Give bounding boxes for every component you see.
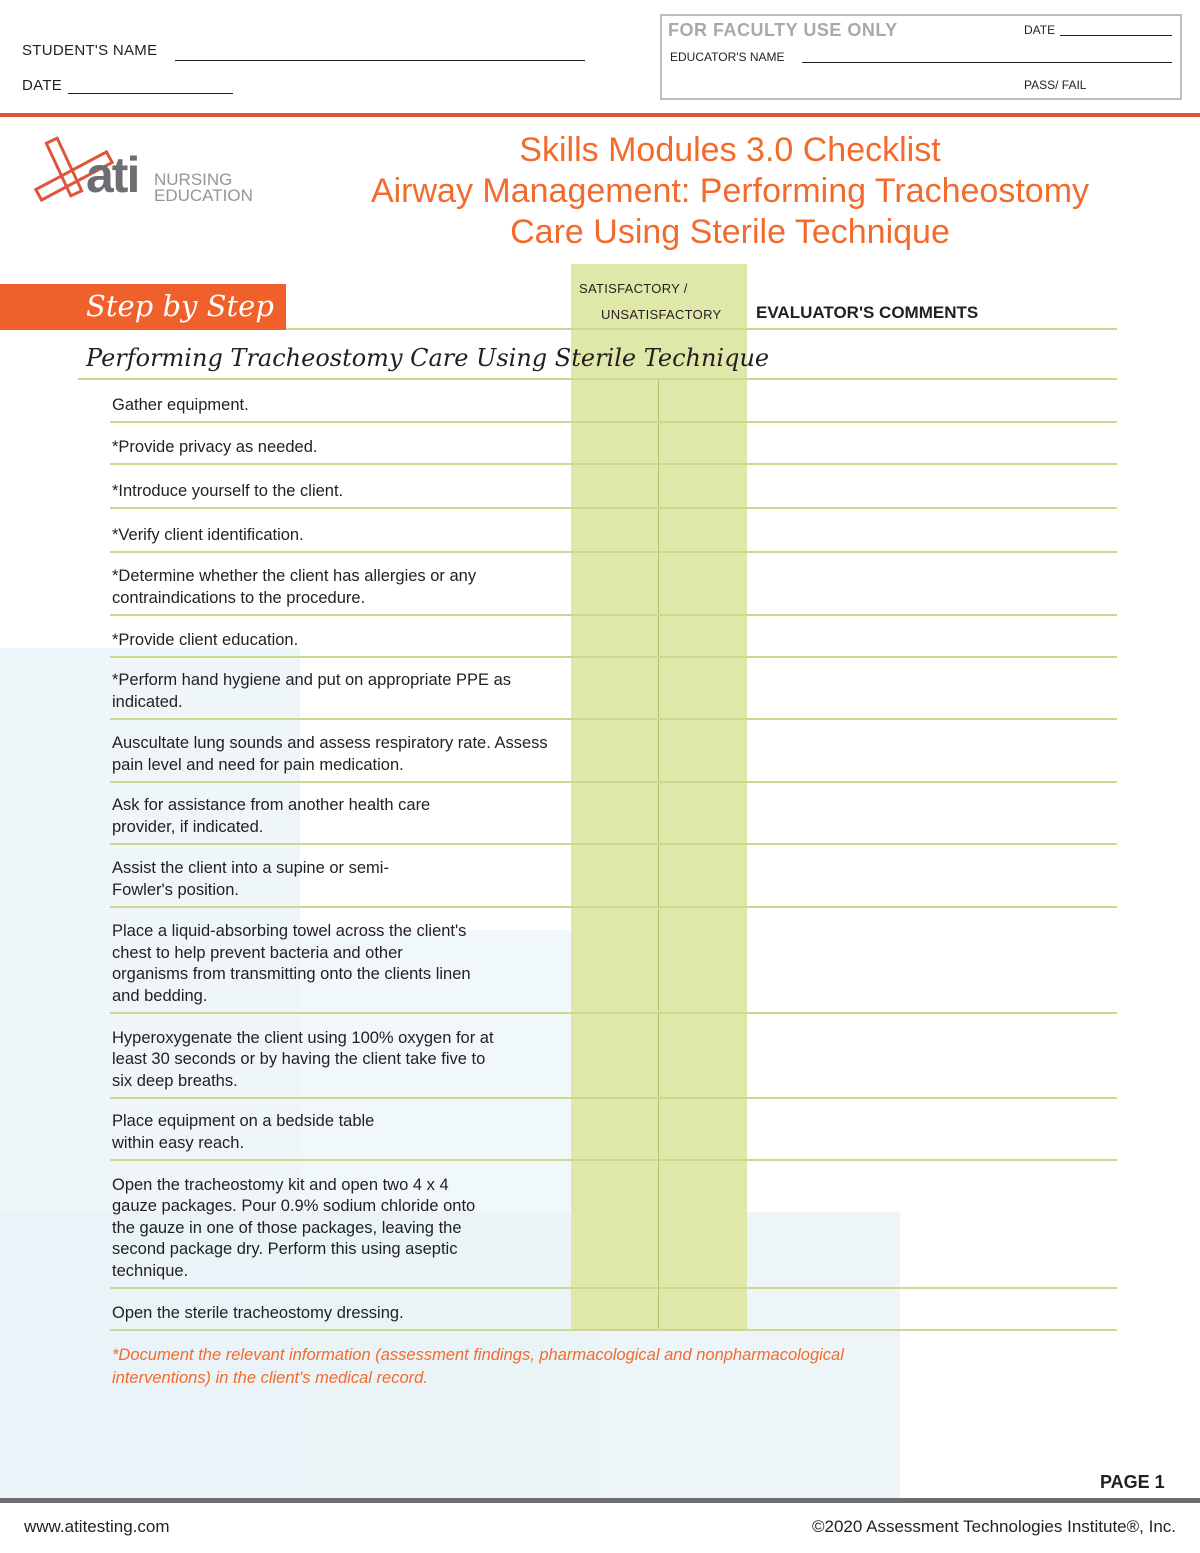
checklist-row xyxy=(110,908,1117,1014)
checklist-row xyxy=(110,783,1117,845)
document-title: Skills Modules 3.0 Checklist xyxy=(519,131,941,169)
header-divider xyxy=(286,328,1117,330)
educator-name-field[interactable] xyxy=(802,62,1172,63)
section-title: Performing Tracheostomy Care Using Sterile Technique xyxy=(86,344,770,372)
faculty-date-label: DATE xyxy=(1024,23,1056,37)
step-text: *Provide privacy as needed. xyxy=(112,437,318,456)
step-text: Gather equipment. xyxy=(112,395,249,414)
checklist-row xyxy=(110,380,1117,423)
step-text: *Introduce yourself to the client. xyxy=(112,481,344,500)
student-name-field[interactable] xyxy=(175,60,585,61)
step-text: *Verify client identification. xyxy=(112,525,304,544)
student-date-field[interactable] xyxy=(68,93,233,94)
step-text: Ask for assistance from another health care provider, if indicated. xyxy=(112,796,431,836)
documentation-footnote: *Document the relevant information (assessment findings, pharmacological and nonpharmacological interventions) in the client's medical record. xyxy=(112,1346,844,1387)
document-subtitle-line-1: Airway Management: Performing Tracheostomy xyxy=(370,172,1090,210)
step-text: Open the sterile tracheostomy dressing. xyxy=(112,1303,404,1322)
step-text: Auscultate lung sounds and assess respiratory rate. Assess pain level and need for pain medication. xyxy=(112,734,548,774)
logo-line-1: NURSING xyxy=(154,170,233,189)
step-text: Assist the client into a supine or semi-Fowler's position. xyxy=(112,859,389,899)
document-subtitle-line-2: Care Using Sterile Technique xyxy=(510,213,950,251)
checklist-row xyxy=(110,1289,1117,1331)
student-date-label: DATE xyxy=(22,77,63,94)
checklist-row xyxy=(110,616,1117,658)
logo-line-2: EDUCATION xyxy=(154,186,253,205)
checklist-row xyxy=(110,845,1117,908)
page-number: PAGE 1 xyxy=(1100,1472,1165,1492)
faculty-title: FOR FACULTY USE ONLY xyxy=(668,20,898,40)
step-by-step-label: Step by Step xyxy=(86,289,274,323)
step-text: Place equipment on a bedside table within easy reach. xyxy=(112,1112,375,1152)
step-text: *Perform hand hygiene and put on appropriate PPE as indicated. xyxy=(112,671,512,711)
checklist-row xyxy=(110,1014,1117,1099)
faculty-date-field[interactable] xyxy=(1060,35,1172,36)
step-text: Hyperoxygenate the client using 100% oxygen for at least 30 seconds or by having the client take five to six deep breaths. xyxy=(112,1028,494,1090)
checklist-row xyxy=(110,1099,1117,1161)
checklist-row xyxy=(110,720,1117,783)
pass-fail-label: PASS/ FAIL xyxy=(1024,78,1087,92)
unsatisfactory-label: UNSATISFACTORY xyxy=(601,307,722,322)
satisfactory-label: SATISFACTORY / xyxy=(579,281,688,296)
copyright: ©2020 Assessment Technologies Institute®, Inc. xyxy=(812,1517,1176,1536)
checklist-row xyxy=(110,553,1117,616)
step-text: *Provide client education. xyxy=(112,630,299,649)
checklist-row xyxy=(110,509,1117,553)
checklist-row xyxy=(110,658,1117,720)
website-link[interactable]: www.atitesting.com xyxy=(24,1517,170,1536)
checklist-row xyxy=(110,1161,1117,1289)
step-text: Open the tracheostomy kit and open two 4 x 4 gauze packages. Pour 0.9% sodium chloride onto the gauze in one of those packages, leaving the second package dry. Perform this using aseptic technique. xyxy=(112,1175,476,1280)
step-text: Place a liquid-absorbing towel across the client's chest to help prevent bacteria and other organisms from transmitting onto the clients linen and bedding. xyxy=(112,922,471,1005)
step-text: *Determine whether the client has allergies or any contraindications to the procedure. xyxy=(112,567,477,607)
educator-name-label: EDUCATOR'S NAME xyxy=(670,50,785,64)
checklist-row xyxy=(110,465,1117,509)
logo-brand: ati xyxy=(86,147,139,203)
student-name-label: STUDENT'S NAME xyxy=(22,42,158,59)
evaluators-comments-label: EVALUATOR'S COMMENTS xyxy=(756,303,979,322)
ati-logo xyxy=(28,132,268,212)
footer-rule xyxy=(0,1498,1200,1503)
checklist-row xyxy=(110,423,1117,465)
header-rule xyxy=(0,113,1200,117)
